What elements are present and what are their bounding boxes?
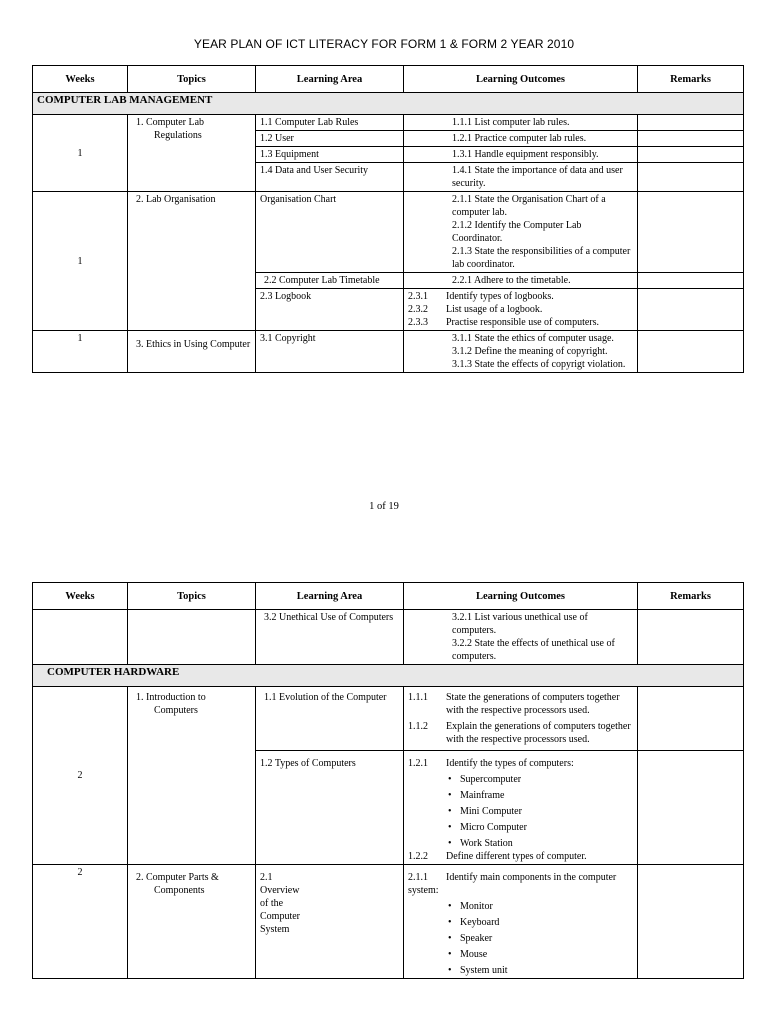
list-item: • Speaker — [408, 932, 633, 945]
learning-outcome-cell: 1.2.1 Identify the types of computers: • Supercomputer • Mainframe • Mini Computer • Micro Computer • Work Station 1.2.2 Define different types of computer. — [404, 751, 638, 865]
header-weeks: Weeks — [33, 583, 128, 610]
week-cell: 2 — [33, 687, 128, 865]
table-row — [33, 610, 744, 665]
learning-area-cell: 1.1 Computer Lab Rules — [256, 115, 404, 131]
table-row — [33, 115, 744, 131]
year-plan-table-page-1 — [32, 65, 744, 373]
header-topics: Topics — [128, 583, 256, 610]
list-item: • Work Station — [408, 837, 633, 850]
section-row — [33, 665, 744, 687]
learning-outcome-cell: 1.2.1 Practice computer lab rules. — [404, 131, 638, 147]
list-item: • Supercomputer — [408, 773, 633, 786]
week-cell: 1 — [33, 331, 128, 373]
section-title: COMPUTER HARDWARE — [33, 665, 744, 687]
table-row — [33, 687, 744, 751]
list-item: • Monitor — [408, 900, 633, 913]
remarks-cell — [638, 751, 744, 865]
learning-area-cell: 1.2 User — [256, 131, 404, 147]
remarks-cell — [638, 331, 744, 373]
page-number: 1 of 19 — [369, 501, 399, 512]
header-learning-outcomes: Learning Outcomes — [404, 583, 638, 610]
remarks-cell — [638, 192, 744, 273]
section-row — [33, 93, 744, 115]
learning-outcome-cell: 2.3.1 Identify types of logbooks. 2.3.2 List usage of a logbook. 2.3.3 Practise responsible use of computers. — [404, 289, 638, 331]
list-item: • Mini Computer — [408, 805, 633, 818]
learning-area-cell: 2.1 Overview of the Computer System — [256, 865, 404, 979]
remarks-cell — [638, 865, 744, 979]
learning-area-cell: 1.2 Types of Computers — [256, 751, 404, 865]
learning-outcome-cell: 1.1.1 List computer lab rules. — [404, 115, 638, 131]
week-cell: 1 — [33, 192, 128, 331]
header-weeks: Weeks — [33, 66, 128, 93]
learning-outcome-cell: 2.1.1 State the Organisation Chart of a computer lab. 2.1.2 Identify the Computer Lab Coordinator. 2.1.3 State the responsibilities of a computer lab coordinator. — [404, 192, 638, 273]
topic-cell: 1. Introduction to Computers — [128, 687, 256, 865]
remarks-cell — [638, 687, 744, 751]
header-learning-outcomes: Learning Outcomes — [404, 66, 638, 93]
section-title: COMPUTER LAB MANAGEMENT — [33, 93, 744, 115]
learning-outcome-cell: 2.1.1 Identify main components in the computer system: • Monitor • Keyboard • Speaker • Mouse • System unit — [404, 865, 638, 979]
table-row — [33, 865, 744, 979]
year-plan-table-page-2 — [32, 582, 744, 979]
list-item: • System unit — [408, 964, 633, 977]
learning-area-cell: 3.1 Copyright — [256, 331, 404, 373]
header-remarks: Remarks — [638, 66, 744, 93]
topic-cell — [128, 610, 256, 665]
learning-outcome-cell: 3.2.1 List various unethical use of computers. 3.2.2 State the effects of unethical use of computers. — [404, 610, 638, 665]
topic-cell: 3. Ethics in Using Computer — [128, 331, 256, 373]
remarks-cell — [638, 273, 744, 289]
learning-area-cell: 3.2 Unethical Use of Computers — [256, 610, 404, 665]
list-item: • Mouse — [408, 948, 633, 961]
document-title: YEAR PLAN OF ICT LITERACY FOR FORM 1 & FORM 2 YEAR 2010 — [193, 37, 575, 51]
learning-outcome-cell: 1.1.1 State the generations of computers together with the respective processors used. 1.1.2 Explain the generations of computers together with the respective processors used. — [404, 687, 638, 751]
header-row — [33, 66, 744, 93]
learning-outcome-cell: 2.2.1 Adhere to the timetable. — [404, 273, 638, 289]
topic-cell: 1. Computer Lab Regulations — [128, 115, 256, 192]
learning-area-cell: 1.3 Equipment — [256, 147, 404, 163]
topic-cell: 2. Lab Organisation — [128, 192, 256, 331]
learning-outcome-cell: 3.1.1 State the ethics of computer usage. 3.1.2 Define the meaning of copyright. 3.1.3 State the effects of copyrigt violation. — [404, 331, 638, 373]
remarks-cell — [638, 115, 744, 131]
remarks-cell — [638, 131, 744, 147]
week-cell: 2 — [33, 865, 128, 979]
table-row — [33, 331, 744, 373]
learning-outcome-cell: 1.4.1 State the importance of data and user security. — [404, 163, 638, 192]
list-item: • Mainframe — [408, 789, 633, 802]
remarks-cell — [638, 289, 744, 331]
header-topics: Topics — [128, 66, 256, 93]
learning-area-cell: Organisation Chart — [256, 192, 404, 273]
learning-area-cell: 1.1 Evolution of the Computer — [256, 687, 404, 751]
week-cell — [33, 610, 128, 665]
header-learning-area: Learning Area — [256, 66, 404, 93]
header-row — [33, 583, 744, 610]
learning-outcome-cell: 1.3.1 Handle equipment responsibly. — [404, 147, 638, 163]
header-remarks: Remarks — [638, 583, 744, 610]
list-item: • Keyboard — [408, 916, 633, 929]
learning-area-cell: 2.2 Computer Lab Timetable — [256, 273, 404, 289]
topic-cell: 2. Computer Parts & Components — [128, 865, 256, 979]
learning-area-cell: 1.4 Data and User Security — [256, 163, 404, 192]
list-item: • Micro Computer — [408, 821, 633, 834]
table-row — [33, 192, 744, 273]
learning-area-cell: 2.3 Logbook — [256, 289, 404, 331]
week-cell: 1 — [33, 115, 128, 192]
remarks-cell — [638, 163, 744, 192]
remarks-cell — [638, 147, 744, 163]
header-learning-area: Learning Area — [256, 583, 404, 610]
remarks-cell — [638, 610, 744, 665]
